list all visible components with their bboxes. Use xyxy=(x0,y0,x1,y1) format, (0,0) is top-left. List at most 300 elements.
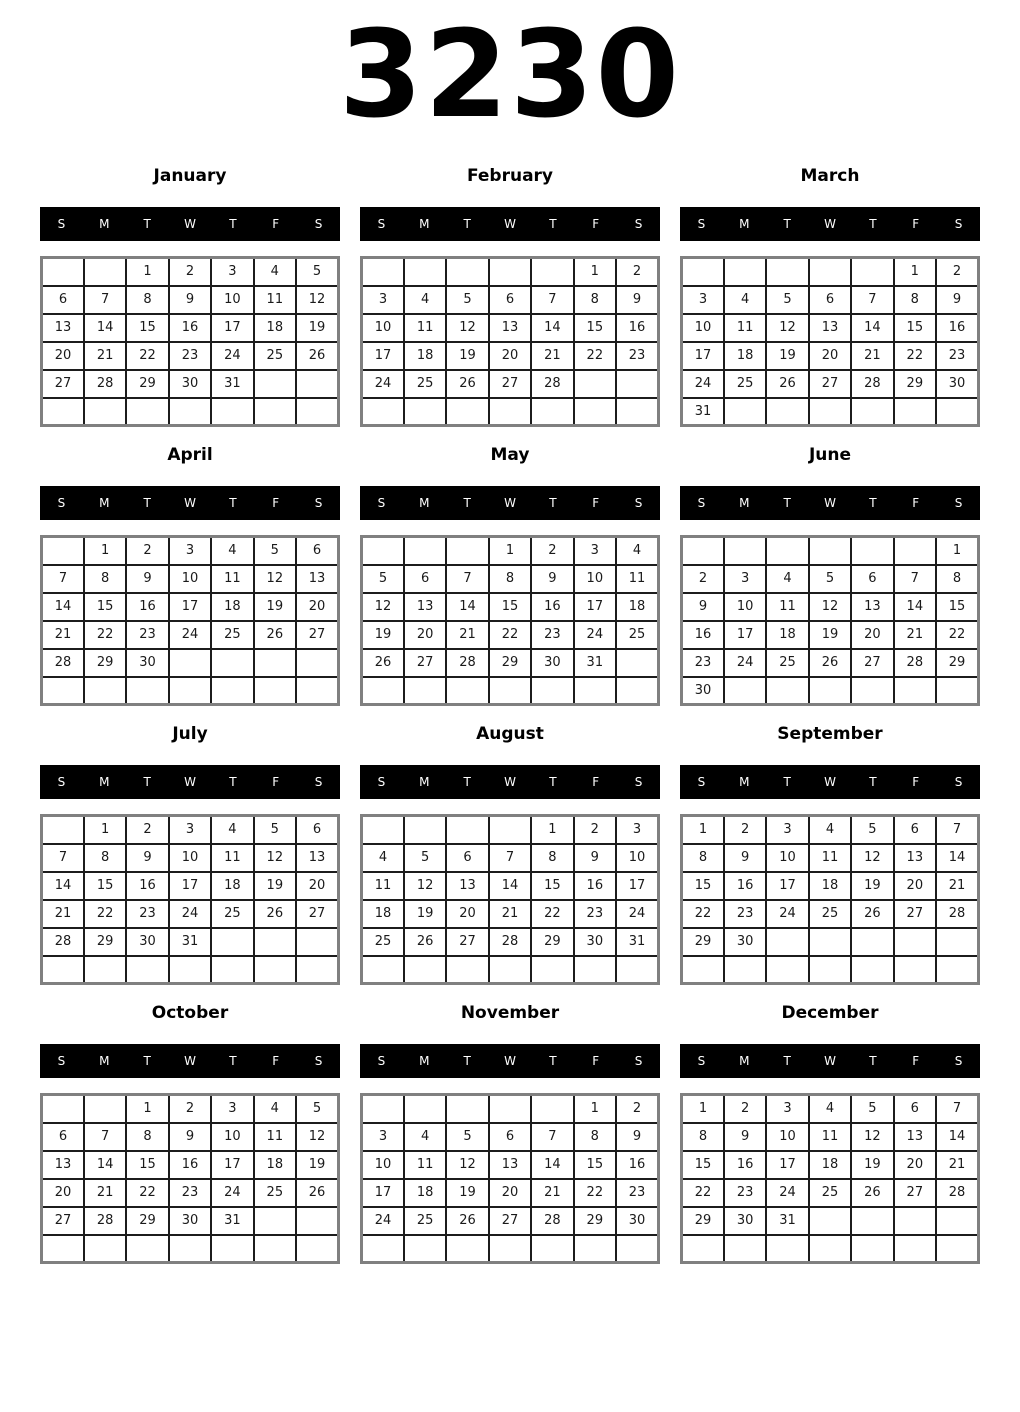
empty-cell xyxy=(42,816,84,844)
day-header-cell: W xyxy=(824,775,836,789)
date-cell: 19 xyxy=(809,621,851,649)
day-header-cell: F xyxy=(912,496,920,510)
empty-cell xyxy=(296,928,338,956)
day-header-cell: S xyxy=(314,217,323,231)
day-header-cell: F xyxy=(272,775,280,789)
week-row xyxy=(682,1123,979,1151)
date-cell: 19 xyxy=(766,342,808,370)
month-title: August xyxy=(476,724,544,744)
empty-cell xyxy=(169,956,211,984)
date-cell: 3 xyxy=(362,286,404,314)
date-cell: 18 xyxy=(766,621,808,649)
date-cell: 28 xyxy=(42,649,84,677)
date-cell: 31 xyxy=(574,649,616,677)
date-cell: 7 xyxy=(531,1123,573,1151)
empty-cell xyxy=(126,398,168,426)
date-cell: 28 xyxy=(531,370,573,398)
date-cell: 12 xyxy=(254,844,296,872)
date-cell: 4 xyxy=(254,258,296,286)
day-header-cell: M xyxy=(99,496,110,510)
date-cell: 25 xyxy=(404,1207,446,1235)
day-header-cell: S xyxy=(57,775,66,789)
empty-cell xyxy=(851,928,893,956)
day-header-cell: T xyxy=(783,775,791,789)
week-row xyxy=(362,1179,659,1207)
date-cell: 1 xyxy=(126,258,168,286)
date-cell: 15 xyxy=(682,1151,724,1179)
week-row xyxy=(42,649,339,677)
date-cell: 21 xyxy=(894,621,936,649)
day-header-cell: S xyxy=(377,775,386,789)
date-cell: 7 xyxy=(851,286,893,314)
day-header-cell: S xyxy=(697,775,706,789)
empty-cell xyxy=(254,398,296,426)
date-cell: 27 xyxy=(446,928,488,956)
empty-cell xyxy=(809,928,851,956)
week-row xyxy=(682,872,979,900)
date-cell: 7 xyxy=(84,286,126,314)
date-cell: 8 xyxy=(894,286,936,314)
month-block-december xyxy=(680,1002,980,1264)
date-cell: 26 xyxy=(296,342,338,370)
date-cell: 16 xyxy=(169,1151,211,1179)
date-cell: 9 xyxy=(126,565,168,593)
date-grid xyxy=(360,256,660,427)
date-cell: 24 xyxy=(169,900,211,928)
week-row xyxy=(42,621,339,649)
date-grid xyxy=(40,814,340,985)
date-cell: 7 xyxy=(42,844,84,872)
date-cell: 14 xyxy=(446,593,488,621)
date-cell: 4 xyxy=(254,1095,296,1123)
day-header-cell: W xyxy=(184,1054,196,1068)
date-cell: 12 xyxy=(766,314,808,342)
empty-cell xyxy=(851,398,893,426)
date-cell: 27 xyxy=(894,900,936,928)
week-row xyxy=(42,593,339,621)
date-cell: 27 xyxy=(489,370,531,398)
empty-cell xyxy=(809,1207,851,1235)
empty-cell xyxy=(894,928,936,956)
week-row xyxy=(362,872,659,900)
week-row xyxy=(682,1151,979,1179)
date-cell: 27 xyxy=(42,1207,84,1235)
date-cell: 11 xyxy=(254,286,296,314)
week-row xyxy=(362,370,659,398)
empty-cell xyxy=(766,537,808,565)
day-header-cell: M xyxy=(419,496,430,510)
date-cell: 12 xyxy=(296,1123,338,1151)
date-cell: 11 xyxy=(211,565,253,593)
empty-cell xyxy=(936,677,978,705)
week-row xyxy=(682,1095,979,1123)
empty-cell xyxy=(682,1235,724,1263)
day-header-cell: S xyxy=(57,496,66,510)
date-cell: 14 xyxy=(894,593,936,621)
date-cell: 29 xyxy=(682,1207,724,1235)
date-grid xyxy=(680,814,980,985)
day-header-cell: S xyxy=(697,496,706,510)
month-block-june xyxy=(680,444,980,706)
date-cell: 28 xyxy=(894,649,936,677)
date-cell: 2 xyxy=(531,537,573,565)
empty-cell xyxy=(254,956,296,984)
empty-cell xyxy=(169,398,211,426)
empty-cell xyxy=(574,1235,616,1263)
date-cell: 29 xyxy=(531,928,573,956)
date-cell: 28 xyxy=(936,1179,978,1207)
date-cell: 4 xyxy=(404,1123,446,1151)
empty-cell xyxy=(531,1095,573,1123)
day-header-cell: S xyxy=(377,217,386,231)
empty-cell xyxy=(42,258,84,286)
date-cell: 22 xyxy=(489,621,531,649)
date-cell: 18 xyxy=(616,593,658,621)
date-cell: 2 xyxy=(724,816,766,844)
date-cell: 20 xyxy=(296,593,338,621)
day-header-cell: S xyxy=(634,1054,643,1068)
day-header-cell: M xyxy=(739,217,750,231)
day-header-cell: T xyxy=(463,775,471,789)
date-cell: 24 xyxy=(169,621,211,649)
day-header-cell: M xyxy=(419,775,430,789)
empty-cell xyxy=(211,649,253,677)
date-grid xyxy=(360,814,660,985)
empty-cell xyxy=(682,258,724,286)
week-row xyxy=(682,286,979,314)
date-cell: 15 xyxy=(126,1151,168,1179)
date-cell: 17 xyxy=(616,872,658,900)
day-header-row xyxy=(360,765,660,799)
date-cell: 16 xyxy=(616,314,658,342)
date-cell: 4 xyxy=(724,286,766,314)
date-cell: 22 xyxy=(126,1179,168,1207)
date-cell: 22 xyxy=(894,342,936,370)
date-cell: 19 xyxy=(851,872,893,900)
empty-cell xyxy=(362,537,404,565)
date-cell: 3 xyxy=(616,816,658,844)
week-row xyxy=(362,928,659,956)
date-cell: 24 xyxy=(682,370,724,398)
date-cell: 19 xyxy=(254,593,296,621)
date-cell: 20 xyxy=(489,1179,531,1207)
empty-cell xyxy=(254,649,296,677)
date-cell: 28 xyxy=(84,370,126,398)
date-cell: 25 xyxy=(362,928,404,956)
date-cell: 8 xyxy=(936,565,978,593)
day-header-cell: F xyxy=(912,1054,920,1068)
date-cell: 31 xyxy=(211,1207,253,1235)
date-cell: 16 xyxy=(936,314,978,342)
empty-cell xyxy=(616,370,658,398)
date-cell: 5 xyxy=(254,537,296,565)
date-cell: 1 xyxy=(489,537,531,565)
empty-cell xyxy=(894,677,936,705)
empty-cell xyxy=(446,1095,488,1123)
empty-cell xyxy=(404,1235,446,1263)
day-header-cell: T xyxy=(549,217,557,231)
date-cell: 28 xyxy=(489,928,531,956)
day-header-cell: T xyxy=(143,496,151,510)
empty-cell xyxy=(766,956,808,984)
date-cell: 2 xyxy=(169,1095,211,1123)
date-cell: 3 xyxy=(682,286,724,314)
date-cell: 26 xyxy=(254,900,296,928)
date-cell: 24 xyxy=(211,1179,253,1207)
empty-cell xyxy=(84,1095,126,1123)
date-cell: 6 xyxy=(489,1123,531,1151)
day-header-cell: T xyxy=(143,217,151,231)
date-cell: 2 xyxy=(682,565,724,593)
day-header-cell: S xyxy=(954,1054,963,1068)
empty-cell xyxy=(894,537,936,565)
week-row xyxy=(42,816,339,844)
week-row xyxy=(362,844,659,872)
date-cell: 18 xyxy=(254,314,296,342)
date-cell: 9 xyxy=(616,1123,658,1151)
week-row xyxy=(682,816,979,844)
empty-cell xyxy=(42,1095,84,1123)
date-cell: 23 xyxy=(574,900,616,928)
date-grid xyxy=(680,256,980,427)
date-cell: 10 xyxy=(211,1123,253,1151)
day-header-cell: T xyxy=(549,1054,557,1068)
date-cell: 24 xyxy=(766,900,808,928)
date-cell: 21 xyxy=(936,1151,978,1179)
empty-cell xyxy=(126,677,168,705)
date-cell: 9 xyxy=(574,844,616,872)
date-cell: 19 xyxy=(296,1151,338,1179)
date-cell: 29 xyxy=(936,649,978,677)
empty-cell xyxy=(42,956,84,984)
date-cell: 4 xyxy=(362,844,404,872)
week-row xyxy=(682,593,979,621)
week-row xyxy=(362,565,659,593)
day-header-cell: S xyxy=(634,775,643,789)
week-row xyxy=(362,816,659,844)
date-cell: 2 xyxy=(616,258,658,286)
date-cell: 17 xyxy=(362,1179,404,1207)
date-cell: 3 xyxy=(574,537,616,565)
empty-cell xyxy=(936,956,978,984)
date-cell: 30 xyxy=(724,1207,766,1235)
empty-cell xyxy=(296,649,338,677)
date-cell: 23 xyxy=(682,649,724,677)
date-cell: 28 xyxy=(851,370,893,398)
empty-cell xyxy=(211,1235,253,1263)
date-cell: 16 xyxy=(724,872,766,900)
week-row xyxy=(362,593,659,621)
date-cell: 19 xyxy=(851,1151,893,1179)
empty-cell xyxy=(362,398,404,426)
date-cell: 21 xyxy=(446,621,488,649)
date-cell: 28 xyxy=(531,1207,573,1235)
date-cell: 15 xyxy=(84,593,126,621)
date-cell: 18 xyxy=(724,342,766,370)
date-cell: 22 xyxy=(682,1179,724,1207)
date-cell: 8 xyxy=(126,1123,168,1151)
date-cell: 15 xyxy=(894,314,936,342)
date-grid xyxy=(680,535,980,706)
empty-cell xyxy=(489,816,531,844)
month-title: October xyxy=(151,1003,229,1023)
date-cell: 11 xyxy=(362,872,404,900)
date-cell: 29 xyxy=(489,649,531,677)
date-cell: 28 xyxy=(84,1207,126,1235)
date-cell: 20 xyxy=(894,872,936,900)
date-cell: 24 xyxy=(766,1179,808,1207)
date-cell: 28 xyxy=(446,649,488,677)
date-cell: 31 xyxy=(682,398,724,426)
date-cell: 25 xyxy=(254,342,296,370)
empty-cell xyxy=(254,1207,296,1235)
empty-cell xyxy=(446,537,488,565)
empty-cell xyxy=(126,956,168,984)
date-cell: 27 xyxy=(296,900,338,928)
date-cell: 1 xyxy=(574,258,616,286)
day-header-cell: F xyxy=(912,775,920,789)
week-row xyxy=(362,649,659,677)
empty-cell xyxy=(724,956,766,984)
date-cell: 7 xyxy=(531,286,573,314)
date-cell: 20 xyxy=(894,1151,936,1179)
date-cell: 3 xyxy=(169,537,211,565)
date-cell: 17 xyxy=(169,872,211,900)
date-cell: 14 xyxy=(42,872,84,900)
date-cell: 9 xyxy=(936,286,978,314)
month-title: July xyxy=(172,724,208,744)
date-cell: 13 xyxy=(42,314,84,342)
day-header-cell: S xyxy=(314,775,323,789)
empty-cell xyxy=(851,258,893,286)
date-cell: 22 xyxy=(84,900,126,928)
date-cell: 20 xyxy=(809,342,851,370)
date-cell: 16 xyxy=(169,314,211,342)
day-header-row xyxy=(360,207,660,241)
date-cell: 15 xyxy=(936,593,978,621)
empty-cell xyxy=(724,537,766,565)
date-cell: 7 xyxy=(84,1123,126,1151)
date-cell: 29 xyxy=(126,1207,168,1235)
date-cell: 14 xyxy=(489,872,531,900)
date-cell: 5 xyxy=(404,844,446,872)
empty-cell xyxy=(489,398,531,426)
week-row xyxy=(362,621,659,649)
day-header-cell: M xyxy=(739,1054,750,1068)
day-header-cell: S xyxy=(377,496,386,510)
week-row xyxy=(362,900,659,928)
date-cell: 16 xyxy=(531,593,573,621)
date-cell: 20 xyxy=(446,900,488,928)
day-header-cell: W xyxy=(824,496,836,510)
week-row xyxy=(682,565,979,593)
date-cell: 2 xyxy=(169,258,211,286)
week-row xyxy=(42,844,339,872)
day-header-cell: W xyxy=(184,775,196,789)
date-cell: 22 xyxy=(574,342,616,370)
date-cell: 3 xyxy=(169,816,211,844)
date-cell: 14 xyxy=(42,593,84,621)
empty-cell xyxy=(894,1207,936,1235)
day-header-cell: M xyxy=(99,217,110,231)
empty-cell xyxy=(809,258,851,286)
week-row xyxy=(682,258,979,286)
date-cell: 6 xyxy=(296,537,338,565)
week-row xyxy=(362,956,659,984)
date-cell: 27 xyxy=(894,1179,936,1207)
date-cell: 29 xyxy=(574,1207,616,1235)
day-header-cell: T xyxy=(869,775,877,789)
date-cell: 24 xyxy=(574,621,616,649)
date-cell: 6 xyxy=(894,816,936,844)
week-row xyxy=(42,1179,339,1207)
week-row xyxy=(362,258,659,286)
day-header-cell: S xyxy=(634,496,643,510)
date-cell: 1 xyxy=(682,1095,724,1123)
empty-cell xyxy=(362,1235,404,1263)
empty-cell xyxy=(446,956,488,984)
date-cell: 10 xyxy=(211,286,253,314)
date-cell: 27 xyxy=(404,649,446,677)
date-cell: 21 xyxy=(851,342,893,370)
day-header-cell: T xyxy=(229,496,237,510)
date-cell: 18 xyxy=(254,1151,296,1179)
date-cell: 17 xyxy=(211,1151,253,1179)
date-cell: 15 xyxy=(574,314,616,342)
date-cell: 3 xyxy=(211,258,253,286)
date-cell: 8 xyxy=(84,844,126,872)
date-cell: 15 xyxy=(531,872,573,900)
day-header-cell: T xyxy=(463,496,471,510)
week-row xyxy=(42,928,339,956)
date-cell: 25 xyxy=(766,649,808,677)
month-block-april xyxy=(40,444,340,706)
date-cell: 25 xyxy=(254,1179,296,1207)
empty-cell xyxy=(489,1235,531,1263)
date-cell: 12 xyxy=(809,593,851,621)
day-header-cell: S xyxy=(314,1054,323,1068)
date-cell: 8 xyxy=(126,286,168,314)
date-cell: 31 xyxy=(211,370,253,398)
empty-cell xyxy=(851,537,893,565)
empty-cell xyxy=(936,1207,978,1235)
date-cell: 1 xyxy=(531,816,573,844)
date-cell: 23 xyxy=(126,900,168,928)
day-header-cell: S xyxy=(954,775,963,789)
empty-cell xyxy=(84,398,126,426)
week-row xyxy=(682,956,979,984)
day-header-cell: T xyxy=(549,775,557,789)
date-cell: 29 xyxy=(84,928,126,956)
date-cell: 5 xyxy=(809,565,851,593)
date-cell: 15 xyxy=(489,593,531,621)
empty-cell xyxy=(211,398,253,426)
empty-cell xyxy=(766,677,808,705)
empty-cell xyxy=(809,1235,851,1263)
date-cell: 30 xyxy=(574,928,616,956)
day-header-cell: S xyxy=(954,496,963,510)
date-cell: 27 xyxy=(296,621,338,649)
empty-cell xyxy=(362,956,404,984)
date-cell: 1 xyxy=(936,537,978,565)
date-cell: 16 xyxy=(126,872,168,900)
date-cell: 23 xyxy=(169,1179,211,1207)
date-cell: 20 xyxy=(489,342,531,370)
date-cell: 29 xyxy=(894,370,936,398)
date-cell: 2 xyxy=(126,537,168,565)
empty-cell xyxy=(766,258,808,286)
date-cell: 9 xyxy=(682,593,724,621)
